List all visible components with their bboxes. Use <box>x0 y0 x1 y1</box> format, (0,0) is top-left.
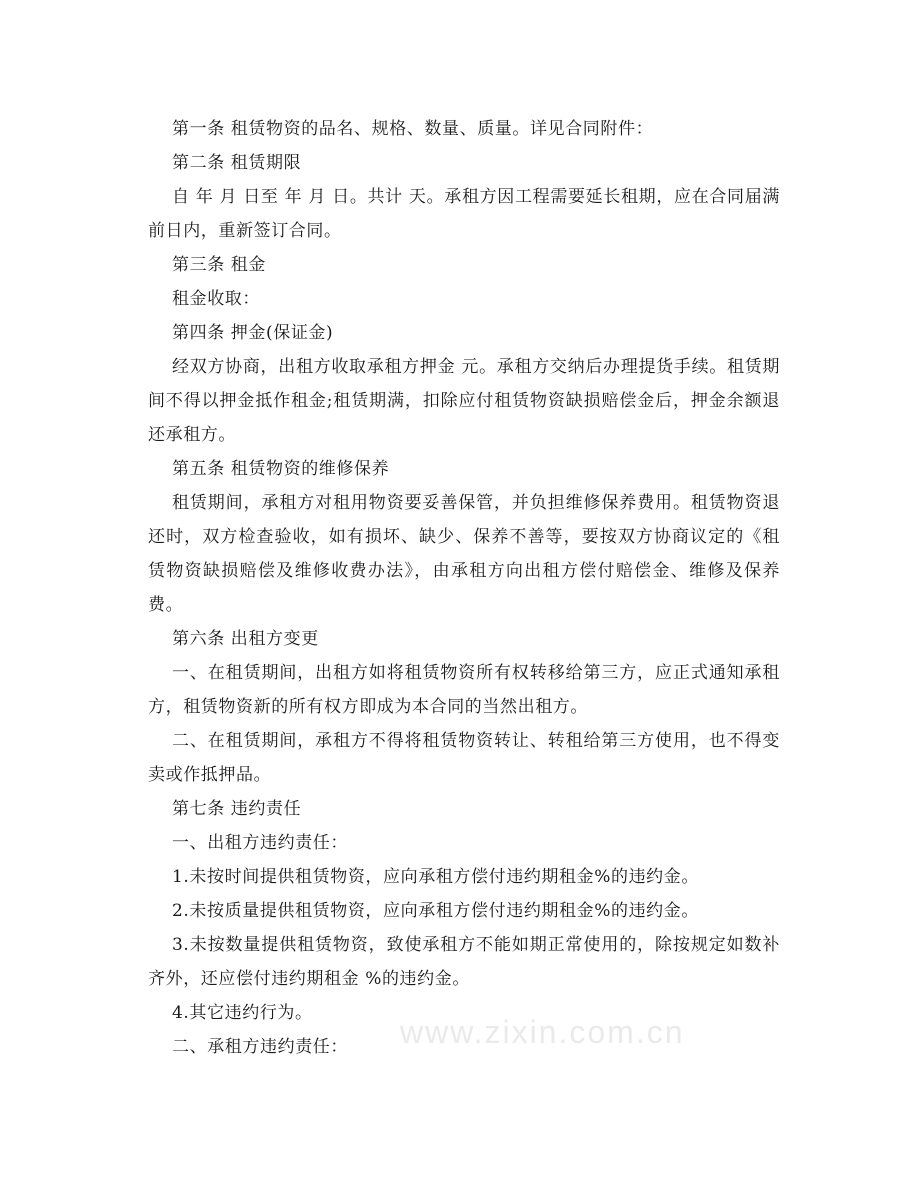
clause-4-body: 经双方协商，出租方收取承租方押金 元。承租方交纳后办理提货手续。租赁期间不得以押金抵作租金;租赁期满，扣除应付租赁物资缺损赔偿金后，押金余额退还承租方。 <box>148 357 780 445</box>
clause-5-heading: 第五条 租赁物资的维修保养 <box>172 459 390 479</box>
clause-6-item-1: 一、在租赁期间，出租方如将租赁物资所有权转移给第三方，应正式通知承租方，租赁物资新的所有权方即成为本合同的当然出租方。 <box>148 663 780 717</box>
clause-7-lessor-item-1: 1.未按时间提供租赁物资，应向承租方偿付违约期租金%的违约金。 <box>172 867 699 887</box>
clause-7-heading: 第七条 违约责任 <box>172 799 302 819</box>
clause-6-heading: 第六条 出租方变更 <box>172 629 319 649</box>
clause-2-body: 自 年 月 日至 年 月 日。共计 天。承租方因工程需要延长租期，应在合同届满前日内，重新签订合同。 <box>148 187 780 241</box>
document-body <box>148 112 780 1064</box>
clause-7-lessor-item-4: 4.其它违约行为。 <box>172 1003 313 1023</box>
clause-7-lessor-item-3: 3.未按数量提供租赁物资，致使承租方不能如期正常使用的，除按规定如数补齐外，还应偿付违约期租金 %的违约金。 <box>148 935 780 989</box>
clause-7-lessor-heading: 一、出租方违约责任： <box>172 833 348 853</box>
clause-7-lessor-item-2: 2.未按质量提供租赁物资，应向承租方偿付违约期租金%的违约金。 <box>172 901 699 921</box>
clause-1-heading: 第一条 租赁物资的品名、规格、数量、质量。详见合同附件： <box>172 119 654 139</box>
clause-4-heading: 第四条 押金(保证金) <box>172 323 334 343</box>
clause-6-item-2: 二、在租赁期间，承租方不得将租赁物资转让、转租给第三方使用，也不得变卖或作抵押品。 <box>148 731 780 785</box>
clause-7-lessee-heading: 二、承租方违约责任： <box>172 1037 348 1057</box>
clause-3-body: 租金收取： <box>172 289 260 309</box>
clause-5-body: 租赁期间，承租方对租用物资要妥善保管，并负担维修保养费用。租赁物资退还时，双方检查验收，如有损坏、缺少、保养不善等，要按双方协商议定的《租赁物资缺损赔偿及维修收费办法》，由承租方向出租方偿付赔偿金、维修及保养费。 <box>148 493 780 615</box>
watermark-text: www.zixin.com.cn <box>400 1014 685 1050</box>
clause-2-heading: 第二条 租赁期限 <box>172 153 302 173</box>
clause-3-heading: 第三条 租金 <box>172 255 267 275</box>
